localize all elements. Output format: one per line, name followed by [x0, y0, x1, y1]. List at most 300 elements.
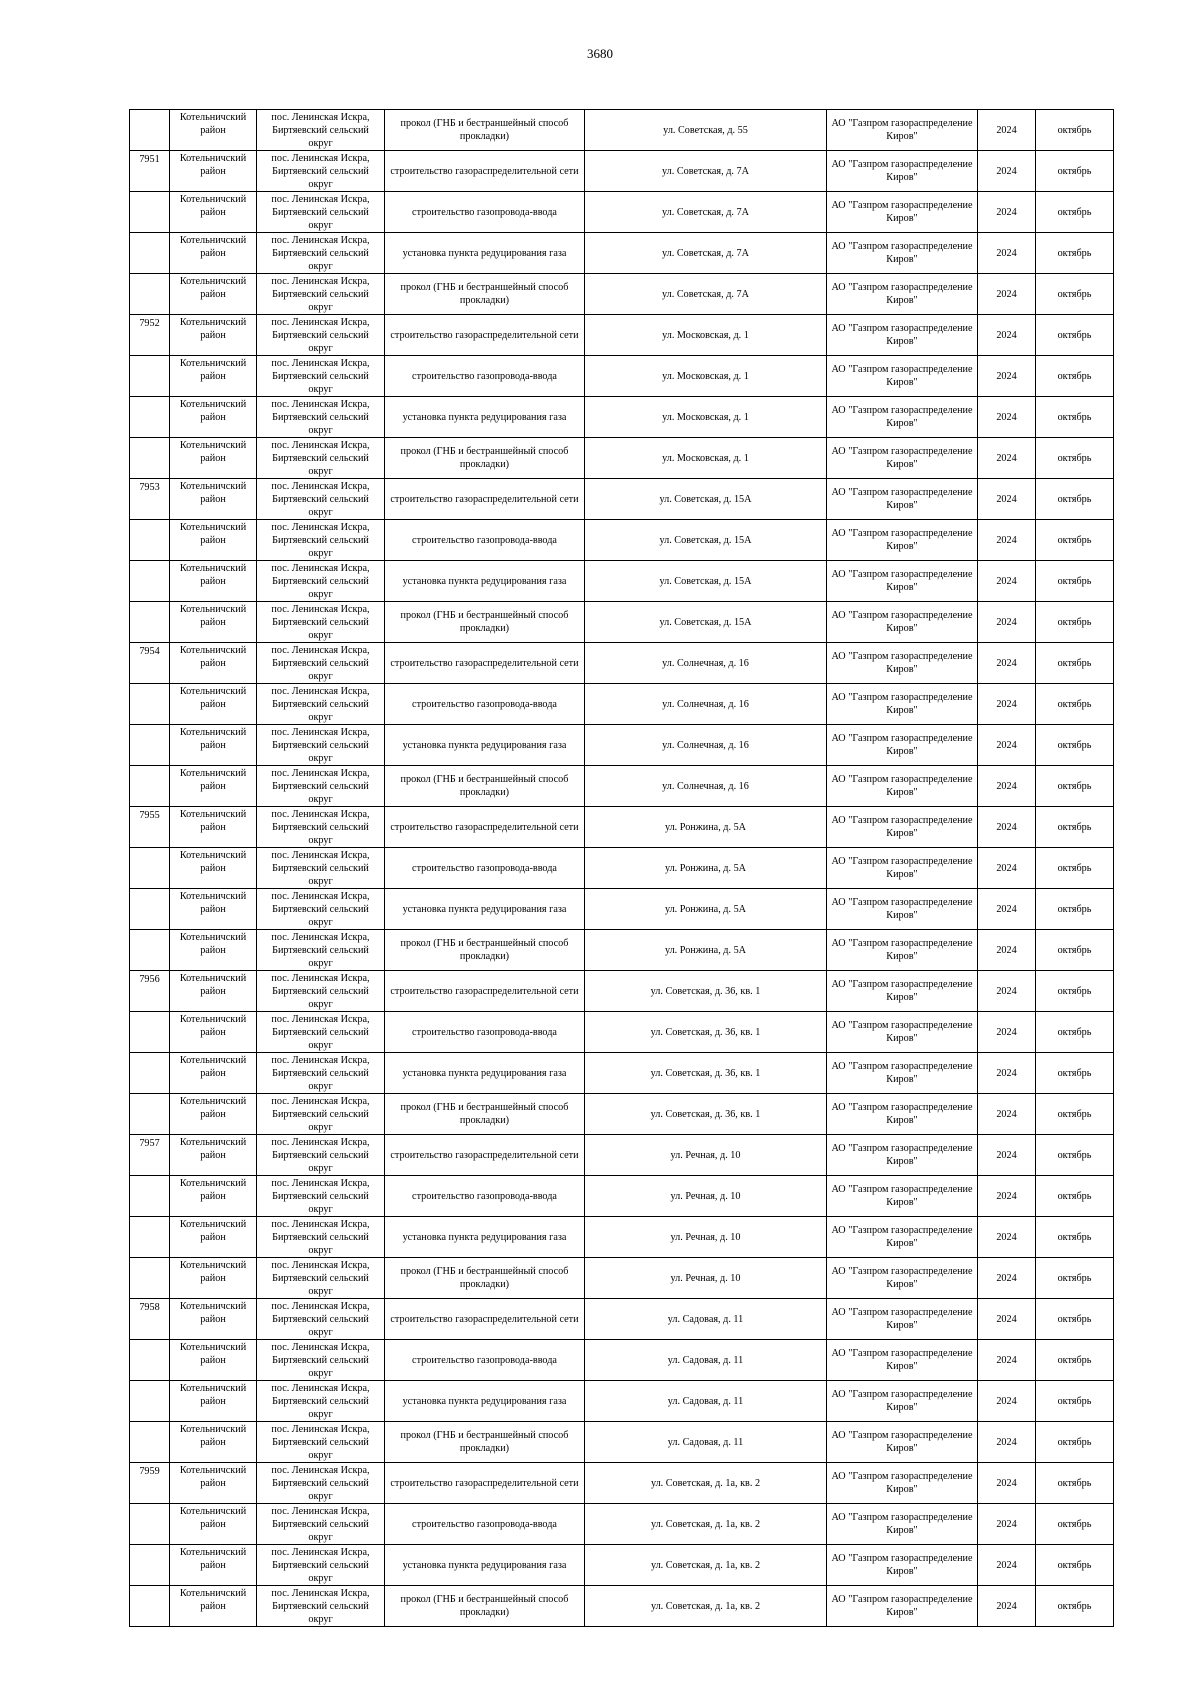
work-type-cell — [385, 643, 585, 684]
year-cell — [978, 397, 1036, 438]
work-type-cell-text: установка пункта редуцирования газа — [402, 1559, 567, 1571]
year-cell-text: 2024 — [996, 1436, 1017, 1448]
year-cell — [978, 643, 1036, 684]
settlement-cell — [257, 397, 385, 438]
district-cell-text: Котельничский район — [179, 522, 247, 546]
address-cell — [585, 561, 827, 602]
organization-cell — [827, 110, 978, 151]
organization-cell-text: АО "Газпром газораспределение Киров" — [831, 1225, 973, 1249]
year-cell-text: 2024 — [996, 739, 1017, 751]
address-cell — [585, 766, 827, 807]
year-cell — [978, 1053, 1036, 1094]
year-cell — [978, 233, 1036, 274]
year-cell-text: 2024 — [996, 1313, 1017, 1325]
district-cell — [170, 684, 257, 725]
month-cell — [1036, 233, 1114, 274]
settlement-cell-text: пос. Ленинская Искра, Биртяевский сельский округ — [271, 194, 370, 231]
settlement-cell-text: пос. Ленинская Искра, Биртяевский сельский округ — [271, 1178, 370, 1215]
district-cell-text: Котельничский район — [179, 153, 247, 177]
organization-cell — [827, 971, 978, 1012]
district-cell-text: Котельничский район — [179, 850, 247, 874]
year-cell — [978, 192, 1036, 233]
work-type-cell-text: строительство газораспределительной сети — [390, 1477, 579, 1489]
settlement-cell-text: пос. Ленинская Искра, Биртяевский сельский округ — [271, 1465, 370, 1502]
year-cell-text: 2024 — [996, 616, 1017, 628]
district-cell-text: Котельничский район — [179, 604, 247, 628]
row-number — [130, 1463, 170, 1504]
address-cell-text: ул. Советская, д. 15А — [659, 534, 752, 546]
month-cell-text: октябрь — [1057, 944, 1092, 956]
district-cell — [170, 192, 257, 233]
table-row — [130, 1012, 1114, 1053]
organization-cell — [827, 643, 978, 684]
address-cell — [585, 274, 827, 315]
organization-cell — [827, 520, 978, 561]
settlement-cell — [257, 807, 385, 848]
address-cell — [585, 1012, 827, 1053]
work-type-cell-text: установка пункта редуцирования газа — [402, 1231, 567, 1243]
year-cell — [978, 1504, 1036, 1545]
address-cell — [585, 1381, 827, 1422]
organization-cell — [827, 1381, 978, 1422]
district-cell — [170, 848, 257, 889]
address-cell-text: ул. Советская, д. 7А — [662, 247, 749, 259]
year-cell — [978, 1012, 1036, 1053]
work-type-cell-text: строительство газораспределительной сети — [390, 329, 579, 341]
work-type-cell-text: установка пункта редуцирования газа — [402, 903, 567, 915]
work-type-cell-text: установка пункта редуцирования газа — [402, 1395, 567, 1407]
month-cell — [1036, 848, 1114, 889]
row-number — [130, 1135, 170, 1176]
work-type-cell-text: строительство газораспределительной сети — [390, 985, 579, 997]
organization-cell-text: АО "Газпром газораспределение Киров" — [831, 1102, 973, 1126]
address-cell-text: ул. Советская, д. 1а, кв. 2 — [650, 1600, 761, 1612]
work-type-cell — [385, 930, 585, 971]
settlement-cell — [257, 1586, 385, 1627]
work-type-cell — [385, 110, 585, 151]
organization-cell-text: АО "Газпром газораспределение Киров" — [831, 651, 973, 675]
month-cell — [1036, 315, 1114, 356]
district-cell-text: Котельничский район — [179, 768, 247, 792]
district-cell-text: Котельничский район — [179, 440, 247, 464]
month-cell — [1036, 1217, 1114, 1258]
address-cell-text: ул. Солнечная, д. 16 — [662, 739, 749, 751]
district-cell-text: Котельничский район — [179, 932, 247, 956]
district-cell — [170, 1504, 257, 1545]
settlement-cell-text: пос. Ленинская Искра, Биртяевский сельский округ — [271, 1547, 370, 1584]
address-cell — [585, 1586, 827, 1627]
year-cell-text: 2024 — [996, 657, 1017, 669]
settlement-cell-text: пос. Ленинская Искра, Биртяевский сельский округ — [271, 317, 370, 354]
district-cell-text: Котельничский район — [179, 645, 247, 669]
district-cell-text: Котельничский район — [179, 112, 247, 136]
row-number — [130, 1504, 170, 1545]
row-number — [130, 971, 170, 1012]
year-cell-text: 2024 — [996, 493, 1017, 505]
table-row — [130, 397, 1114, 438]
month-cell-text: октябрь — [1057, 1559, 1092, 1571]
organization-cell-text: АО "Газпром газораспределение Киров" — [831, 979, 973, 1003]
work-type-cell-text: прокол (ГНБ и бестраншейный способ прокладки) — [400, 1594, 569, 1618]
month-cell — [1036, 766, 1114, 807]
work-type-cell-text: строительство газораспределительной сети — [390, 493, 579, 505]
year-cell-text: 2024 — [996, 1149, 1017, 1161]
year-cell — [978, 110, 1036, 151]
organization-cell-text: АО "Газпром газораспределение Киров" — [831, 118, 973, 142]
work-type-cell — [385, 315, 585, 356]
row-number — [130, 151, 170, 192]
work-type-cell-text: строительство газопровода-ввода — [412, 370, 557, 382]
settlement-cell-text: пос. Ленинская Искра, Биртяевский сельский округ — [271, 399, 370, 436]
row-number-text: 7957 — [139, 1138, 160, 1149]
year-cell — [978, 438, 1036, 479]
organization-cell — [827, 1586, 978, 1627]
year-cell — [978, 561, 1036, 602]
table-row — [130, 1586, 1114, 1627]
settlement-cell — [257, 1422, 385, 1463]
district-cell-text: Котельничский район — [179, 276, 247, 300]
year-cell-text: 2024 — [996, 1600, 1017, 1612]
organization-cell — [827, 1504, 978, 1545]
row-number — [130, 848, 170, 889]
district-cell — [170, 438, 257, 479]
organization-cell-text: АО "Газпром газораспределение Киров" — [831, 815, 973, 839]
work-type-cell — [385, 192, 585, 233]
year-cell — [978, 807, 1036, 848]
row-number — [130, 438, 170, 479]
settlement-cell — [257, 1381, 385, 1422]
month-cell-text: октябрь — [1057, 1149, 1092, 1161]
work-type-cell-text: прокол (ГНБ и бестраншейный способ прокладки) — [400, 1266, 569, 1290]
row-number — [130, 315, 170, 356]
organization-cell — [827, 848, 978, 889]
row-number — [130, 643, 170, 684]
district-cell-text: Котельничский район — [179, 891, 247, 915]
address-cell — [585, 1299, 827, 1340]
settlement-cell — [257, 561, 385, 602]
district-cell — [170, 561, 257, 602]
address-cell-text: ул. Советская, д. 36, кв. 1 — [650, 1067, 761, 1079]
row-number — [130, 1422, 170, 1463]
district-cell-text: Котельничский район — [179, 1383, 247, 1407]
month-cell-text: октябрь — [1057, 821, 1092, 833]
work-type-cell — [385, 1545, 585, 1586]
month-cell — [1036, 1176, 1114, 1217]
organization-cell — [827, 1422, 978, 1463]
settlement-cell-text: пос. Ленинская Искра, Биртяевский сельский округ — [271, 481, 370, 518]
work-type-cell — [385, 971, 585, 1012]
organization-cell — [827, 602, 978, 643]
district-cell — [170, 520, 257, 561]
work-type-cell — [385, 1381, 585, 1422]
organization-cell-text: АО "Газпром газораспределение Киров" — [831, 241, 973, 265]
address-cell-text: ул. Ронжина, д. 5А — [664, 903, 747, 915]
month-cell-text: октябрь — [1057, 1395, 1092, 1407]
organization-cell — [827, 1258, 978, 1299]
work-type-cell — [385, 684, 585, 725]
district-cell-text: Котельничский район — [179, 1588, 247, 1612]
address-cell-text: ул. Советская, д. 36, кв. 1 — [650, 985, 761, 997]
month-cell — [1036, 561, 1114, 602]
work-type-cell — [385, 1586, 585, 1627]
month-cell — [1036, 1094, 1114, 1135]
year-cell — [978, 1258, 1036, 1299]
work-type-cell — [385, 1012, 585, 1053]
address-cell-text: ул. Советская, д. 15А — [659, 616, 752, 628]
work-type-cell — [385, 1422, 585, 1463]
work-type-cell-text: строительство газопровода-ввода — [412, 1026, 557, 1038]
month-cell-text: октябрь — [1057, 329, 1092, 341]
row-number — [130, 1217, 170, 1258]
row-number — [130, 1053, 170, 1094]
work-type-cell-text: прокол (ГНБ и бестраншейный способ прокладки) — [400, 610, 569, 634]
address-cell-text: ул. Советская, д. 7А — [662, 165, 749, 177]
address-cell — [585, 889, 827, 930]
district-cell-text: Котельничский район — [179, 1301, 247, 1325]
month-cell — [1036, 1381, 1114, 1422]
year-cell — [978, 1135, 1036, 1176]
organization-cell — [827, 1012, 978, 1053]
row-number — [130, 274, 170, 315]
year-cell-text: 2024 — [996, 1395, 1017, 1407]
table-row — [130, 1504, 1114, 1545]
table-row — [130, 643, 1114, 684]
month-cell — [1036, 930, 1114, 971]
row-number — [130, 889, 170, 930]
settlement-cell-text: пос. Ленинская Искра, Биртяевский сельский округ — [271, 604, 370, 641]
district-cell-text: Котельничский район — [179, 399, 247, 423]
settlement-cell — [257, 315, 385, 356]
settlement-cell — [257, 684, 385, 725]
settlement-cell-text: пос. Ленинская Искра, Биртяевский сельский округ — [271, 440, 370, 477]
row-number-text: 7951 — [139, 154, 160, 165]
month-cell — [1036, 438, 1114, 479]
address-cell — [585, 151, 827, 192]
settlement-cell — [257, 1135, 385, 1176]
address-cell-text: ул. Садовая, д. 11 — [667, 1395, 744, 1407]
address-cell-text: ул. Речная, д. 10 — [670, 1190, 741, 1202]
district-cell-text: Котельничский район — [179, 481, 247, 505]
work-type-cell — [385, 725, 585, 766]
work-type-cell-text: строительство газопровода-ввода — [412, 698, 557, 710]
work-type-cell-text: прокол (ГНБ и бестраншейный способ прокладки) — [400, 1102, 569, 1126]
work-type-cell — [385, 438, 585, 479]
address-cell — [585, 1504, 827, 1545]
settlement-cell-text: пос. Ленинская Искра, Биртяевский сельский округ — [271, 235, 370, 272]
settlement-cell-text: пос. Ленинская Искра, Биртяевский сельский округ — [271, 973, 370, 1010]
settlement-cell — [257, 356, 385, 397]
address-cell-text: ул. Солнечная, д. 16 — [662, 657, 749, 669]
district-cell-text: Котельничский район — [179, 1260, 247, 1284]
organization-cell-text: АО "Газпром газораспределение Киров" — [831, 569, 973, 593]
work-type-cell-text: строительство газопровода-ввода — [412, 862, 557, 874]
address-cell — [585, 356, 827, 397]
organization-cell-text: АО "Газпром газораспределение Киров" — [831, 282, 973, 306]
year-cell-text: 2024 — [996, 1067, 1017, 1079]
address-cell-text: ул. Советская, д. 7А — [662, 288, 749, 300]
year-cell — [978, 971, 1036, 1012]
address-cell-text: ул. Речная, д. 10 — [670, 1231, 741, 1243]
district-cell — [170, 356, 257, 397]
table-row — [130, 520, 1114, 561]
settlement-cell — [257, 643, 385, 684]
organization-cell-text: АО "Газпром газораспределение Киров" — [831, 323, 973, 347]
work-type-cell — [385, 1340, 585, 1381]
organization-cell — [827, 1463, 978, 1504]
address-cell-text: ул. Речная, д. 10 — [670, 1272, 741, 1284]
settlement-cell-text: пос. Ленинская Искра, Биртяевский сельский округ — [271, 1383, 370, 1420]
address-cell — [585, 1463, 827, 1504]
month-cell-text: октябрь — [1057, 1313, 1092, 1325]
district-cell-text: Котельничский район — [179, 1178, 247, 1202]
settlement-cell — [257, 1545, 385, 1586]
row-number — [130, 725, 170, 766]
year-cell-text: 2024 — [996, 452, 1017, 464]
organization-cell-text: АО "Газпром газораспределение Киров" — [831, 200, 973, 224]
district-cell — [170, 397, 257, 438]
row-number-text: 7953 — [139, 482, 160, 493]
month-cell-text: октябрь — [1057, 288, 1092, 300]
district-cell — [170, 1053, 257, 1094]
row-number — [130, 1176, 170, 1217]
address-cell-text: ул. Московская, д. 1 — [662, 370, 749, 382]
organization-cell — [827, 684, 978, 725]
work-type-cell-text: строительство газопровода-ввода — [412, 1190, 557, 1202]
organization-cell-text: АО "Газпром газораспределение Киров" — [831, 938, 973, 962]
organization-cell-text: АО "Газпром газораспределение Киров" — [831, 405, 973, 429]
district-cell — [170, 1217, 257, 1258]
row-number — [130, 930, 170, 971]
month-cell-text: октябрь — [1057, 124, 1092, 136]
settlement-cell — [257, 1053, 385, 1094]
year-cell — [978, 889, 1036, 930]
address-cell — [585, 1258, 827, 1299]
address-cell-text: ул. Речная, д. 10 — [670, 1149, 741, 1161]
table-row — [130, 971, 1114, 1012]
organization-cell-text: АО "Газпром газораспределение Киров" — [831, 1348, 973, 1372]
year-cell — [978, 1217, 1036, 1258]
settlement-cell — [257, 1012, 385, 1053]
table-row — [130, 1463, 1114, 1504]
district-cell — [170, 1094, 257, 1135]
settlement-cell-text: пос. Ленинская Искра, Биртяевский сельский округ — [271, 1424, 370, 1461]
year-cell — [978, 356, 1036, 397]
work-type-cell — [385, 1135, 585, 1176]
organization-cell — [827, 274, 978, 315]
work-type-cell-text: прокол (ГНБ и бестраншейный способ прокладки) — [400, 446, 569, 470]
organization-cell — [827, 1340, 978, 1381]
month-cell — [1036, 1135, 1114, 1176]
district-cell — [170, 1422, 257, 1463]
year-cell-text: 2024 — [996, 124, 1017, 136]
settlement-cell-text: пос. Ленинская Искра, Биртяевский сельский округ — [271, 727, 370, 764]
row-number — [130, 1299, 170, 1340]
district-cell-text: Котельничский район — [179, 235, 247, 259]
year-cell — [978, 766, 1036, 807]
organization-cell — [827, 479, 978, 520]
year-cell-text: 2024 — [996, 1190, 1017, 1202]
settlement-cell-text: пос. Ленинская Искра, Биртяевский сельский округ — [271, 932, 370, 969]
district-cell-text: Котельничский район — [179, 563, 247, 587]
month-cell — [1036, 684, 1114, 725]
row-number — [130, 110, 170, 151]
page-number: 3680 — [587, 46, 613, 61]
address-cell-text: ул. Советская, д. 36, кв. 1 — [650, 1026, 761, 1038]
organization-cell-text: АО "Газпром газораспределение Киров" — [831, 1184, 973, 1208]
row-number — [130, 602, 170, 643]
organization-cell — [827, 930, 978, 971]
organization-cell-text: АО "Газпром газораспределение Киров" — [831, 487, 973, 511]
address-cell — [585, 233, 827, 274]
year-cell-text: 2024 — [996, 1559, 1017, 1571]
settlement-cell — [257, 1504, 385, 1545]
district-cell — [170, 766, 257, 807]
month-cell — [1036, 1586, 1114, 1627]
organization-cell-text: АО "Газпром газораспределение Киров" — [831, 856, 973, 880]
row-number — [130, 1340, 170, 1381]
address-cell-text: ул. Садовая, д. 11 — [667, 1436, 744, 1448]
work-type-cell — [385, 1504, 585, 1545]
district-cell-text: Котельничский район — [179, 194, 247, 218]
work-type-cell — [385, 397, 585, 438]
organization-cell — [827, 1299, 978, 1340]
year-cell — [978, 1176, 1036, 1217]
settlement-cell-text: пос. Ленинская Искра, Биртяевский сельский округ — [271, 1506, 370, 1543]
year-cell — [978, 479, 1036, 520]
address-cell — [585, 807, 827, 848]
work-type-cell — [385, 1053, 585, 1094]
district-cell — [170, 971, 257, 1012]
year-cell-text: 2024 — [996, 903, 1017, 915]
organization-cell — [827, 397, 978, 438]
year-cell-text: 2024 — [996, 247, 1017, 259]
year-cell — [978, 1545, 1036, 1586]
work-type-cell-text: прокол (ГНБ и бестраншейный способ прокладки) — [400, 774, 569, 798]
district-cell-text: Котельничский район — [179, 1055, 247, 1079]
address-cell-text: ул. Советская, д. 1а, кв. 2 — [650, 1477, 761, 1489]
organization-cell-text: АО "Газпром газораспределение Киров" — [831, 446, 973, 470]
year-cell-text: 2024 — [996, 1231, 1017, 1243]
month-cell — [1036, 807, 1114, 848]
organization-cell-text: АО "Газпром газораспределение Киров" — [831, 774, 973, 798]
table-row — [130, 274, 1114, 315]
work-type-cell — [385, 356, 585, 397]
address-cell-text: ул. Солнечная, д. 16 — [662, 698, 749, 710]
year-cell-text: 2024 — [996, 1518, 1017, 1530]
address-cell-text: ул. Московская, д. 1 — [662, 329, 749, 341]
work-type-cell — [385, 233, 585, 274]
table-body — [130, 110, 1114, 1627]
address-cell — [585, 1176, 827, 1217]
work-type-cell-text: прокол (ГНБ и бестраншейный способ прокладки) — [400, 118, 569, 142]
settlement-cell — [257, 1176, 385, 1217]
year-cell — [978, 1422, 1036, 1463]
table-row — [130, 1053, 1114, 1094]
address-cell-text: ул. Ронжина, д. 5А — [664, 862, 747, 874]
work-type-cell — [385, 561, 585, 602]
settlement-cell-text: пос. Ленинская Искра, Биртяевский сельский округ — [271, 522, 370, 559]
settlement-cell — [257, 889, 385, 930]
organization-cell-text: АО "Газпром газораспределение Киров" — [831, 1307, 973, 1331]
year-cell — [978, 1381, 1036, 1422]
month-cell — [1036, 1053, 1114, 1094]
work-type-cell — [385, 1299, 585, 1340]
settlement-cell — [257, 1299, 385, 1340]
row-number-text: 7952 — [139, 318, 160, 329]
month-cell-text: октябрь — [1057, 575, 1092, 587]
address-cell — [585, 930, 827, 971]
settlement-cell — [257, 438, 385, 479]
